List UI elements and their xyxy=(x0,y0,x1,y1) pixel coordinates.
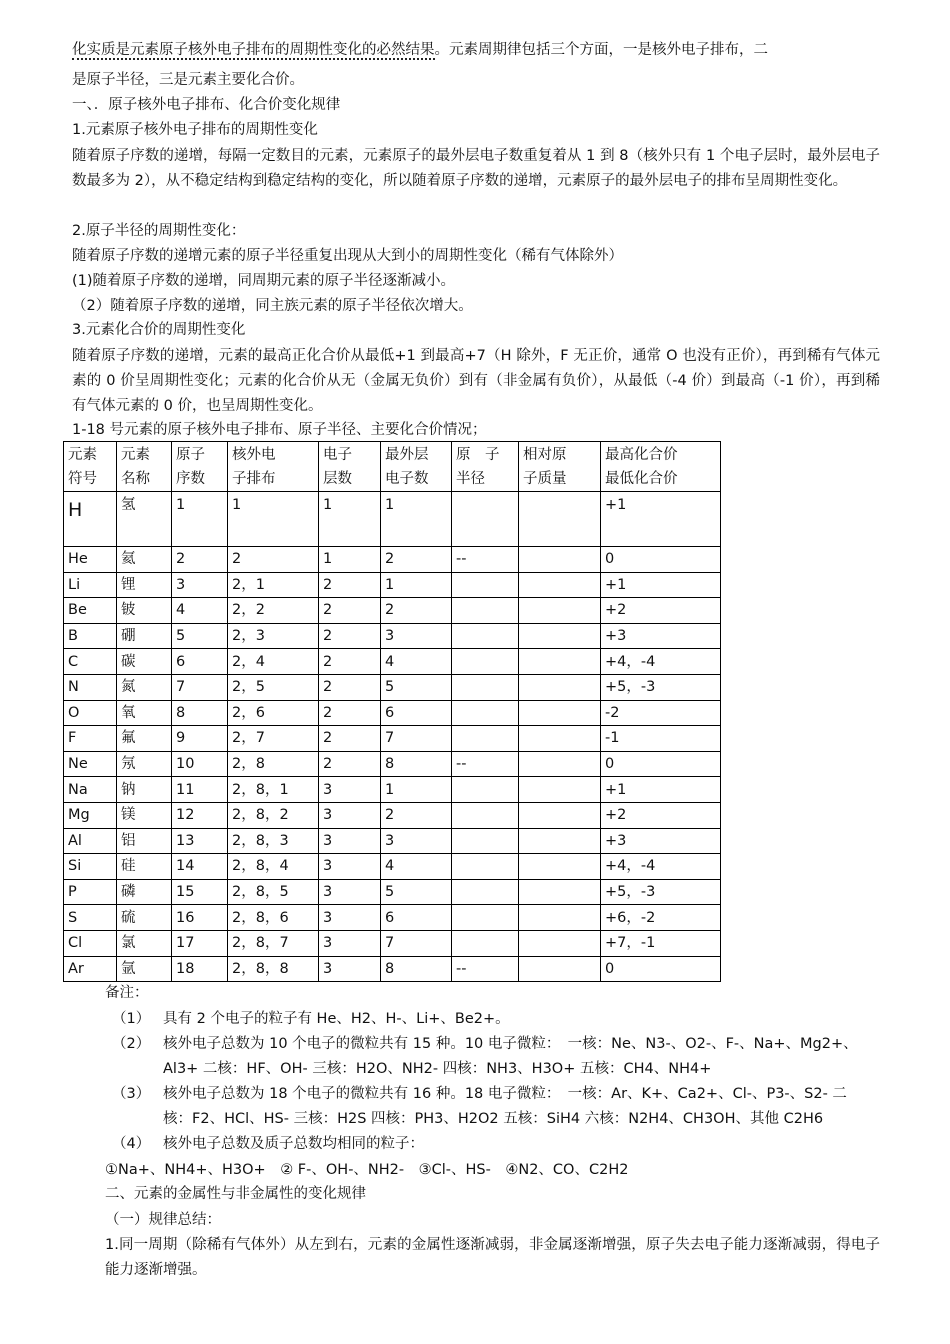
cell-valence: +1 xyxy=(601,777,721,803)
cell-valence-electrons: 8 xyxy=(381,751,452,777)
cell-atomic-radius xyxy=(452,674,519,700)
header-name: 元素 名称 xyxy=(117,442,172,492)
table-row xyxy=(64,956,721,982)
cell-electron-config: 2，3 xyxy=(228,623,319,649)
cell-atomic-number: 4 xyxy=(172,598,228,624)
subsection2-title: 2.原子半径的周期性变化： xyxy=(72,223,246,239)
cell-electron-config: 2，8，2 xyxy=(228,802,319,828)
note-3-number: （3） xyxy=(112,1086,151,1102)
cell-symbol: Mg xyxy=(64,802,117,828)
subsection3-text: 随着原子序数的递增，元素的最高正化合价从最低+1 到最高+7（H 除外，F 无正价，通常 O 也没有正价），再到稀有气体元素的 0 价呈周期性变化；元素的化合价从无（金属无负价）到有（非金属有负价），从最低（-4 价）到最高（-1 价），再到稀有气体元素的 0 价，也呈周期性变化。 xyxy=(72,348,880,414)
cell-name: 铝 xyxy=(117,828,172,854)
cell-valence-electrons: 6 xyxy=(381,905,452,931)
cell-symbol: O xyxy=(64,700,117,726)
cell-atomic-mass xyxy=(519,700,601,726)
cell-valence-electrons: 1 xyxy=(381,492,452,547)
cell-atomic-number: 12 xyxy=(172,802,228,828)
cell-atomic-radius xyxy=(452,905,519,931)
cell-valence-electrons: 7 xyxy=(381,726,452,752)
cell-electron-config: 2，8，7 xyxy=(228,930,319,956)
cell-atomic-radius xyxy=(452,802,519,828)
cell-shell-count: 3 xyxy=(319,854,381,880)
table-row xyxy=(64,598,721,624)
cell-atomic-radius xyxy=(452,828,519,854)
cell-atomic-mass xyxy=(519,726,601,752)
cell-symbol: Ne xyxy=(64,751,117,777)
cell-valence: +2 xyxy=(601,598,721,624)
cell-electron-config: 2，6 xyxy=(228,700,319,726)
cell-symbol: He xyxy=(64,547,117,573)
subsection1-text: 随着原子序数的递增，每隔一定数目的元素，元素原子的最外层电子数重复着从 1 到 8（核外只有 1 个电子层时，最外层电子数最多为 2），从不稳定结构到稳定结构的变化，所以随着原子序数的递增，元素原子的最外层电子的排布呈周期性变化。 xyxy=(72,148,880,189)
cell-electron-config: 2，8 xyxy=(228,751,319,777)
cell-valence: -1 xyxy=(601,726,721,752)
cell-name: 氖 xyxy=(117,751,172,777)
cell-atomic-radius xyxy=(452,649,519,675)
cell-atomic-radius xyxy=(452,572,519,598)
cell-valence-electrons: 2 xyxy=(381,802,452,828)
cell-shell-count: 2 xyxy=(319,700,381,726)
cell-name: 镁 xyxy=(117,802,172,828)
section2-item-1: 1.同一周期（除稀有气体外）从左到右，元素的金属性逐渐减弱，非金属逐渐增强，原子失去电子能力逐渐减弱，得电子能力逐渐增强。 xyxy=(105,1237,880,1278)
cell-symbol: P xyxy=(64,879,117,905)
cell-atomic-number: 9 xyxy=(172,726,228,752)
table-row xyxy=(64,649,721,675)
cell-valence: 0 xyxy=(601,547,721,573)
cell-atomic-mass xyxy=(519,956,601,982)
cell-electron-config: 2，5 xyxy=(228,674,319,700)
header-symbol: 元素 符号 xyxy=(64,442,117,492)
cell-name: 锂 xyxy=(117,572,172,598)
cell-shell-count: 3 xyxy=(319,930,381,956)
cell-atomic-number: 1 xyxy=(172,492,228,547)
table-row xyxy=(64,854,721,880)
cell-valence-electrons: 2 xyxy=(381,547,452,573)
table-row xyxy=(64,700,721,726)
section2-subtitle: （一）规律总结： xyxy=(105,1212,221,1228)
table-row xyxy=(64,547,721,573)
cell-name: 氦 xyxy=(117,547,172,573)
cell-atomic-radius: -- xyxy=(452,751,519,777)
header-shell-count: 电子 层数 xyxy=(319,442,381,492)
cell-name: 硅 xyxy=(117,854,172,880)
section1-title: 一、．原子核外电子排布、化合价变化规律 xyxy=(72,97,341,113)
cell-symbol: Al xyxy=(64,828,117,854)
note-2-number: （2） xyxy=(112,1036,151,1052)
cell-valence: -2 xyxy=(601,700,721,726)
cell-valence: +5，-3 xyxy=(601,879,721,905)
cell-shell-count: 2 xyxy=(319,572,381,598)
cell-name: 钠 xyxy=(117,777,172,803)
cell-valence: +1 xyxy=(601,492,721,547)
cell-symbol: Ar xyxy=(64,956,117,982)
table-row xyxy=(64,726,721,752)
cell-atomic-number: 8 xyxy=(172,700,228,726)
cell-valence: +6，-2 xyxy=(601,905,721,931)
cell-electron-config: 2，8，4 xyxy=(228,854,319,880)
cell-atomic-radius xyxy=(452,726,519,752)
cell-electron-config: 2，8，3 xyxy=(228,828,319,854)
cell-valence-electrons: 1 xyxy=(381,572,452,598)
subsection2-text: 随着原子序数的递增元素的原子半径重复出现从大到小的周期性变化（稀有气体除外） xyxy=(72,248,623,264)
cell-valence-electrons: 2 xyxy=(381,598,452,624)
cell-atomic-number: 6 xyxy=(172,649,228,675)
table-row xyxy=(64,674,721,700)
note-2-line-1: 核外电子总数为 10 个电子的微粒共有 15 种。10 电子微粒： 一核：Ne、N3-、O2-、F-、Na+、Mg2+、 xyxy=(163,1036,858,1052)
note-3-line-1: 核外电子总数为 18 个电子的微粒共有 16 种。18 电子微粒： 一核：Ar、K+、Ca2+、Cl-、P3-、S2- 二 xyxy=(163,1086,847,1102)
cell-symbol: F xyxy=(64,726,117,752)
cell-atomic-radius xyxy=(452,623,519,649)
cell-valence: +2 xyxy=(601,802,721,828)
table-row xyxy=(64,623,721,649)
cell-valence: +4，-4 xyxy=(601,854,721,880)
cell-symbol: H xyxy=(64,492,117,547)
note-4-text: 核外电子总数及质子总数均相同的粒子： xyxy=(163,1136,424,1152)
table-row xyxy=(64,492,721,547)
cell-shell-count: 2 xyxy=(319,751,381,777)
table-header-row xyxy=(64,442,721,492)
cell-atomic-number: 5 xyxy=(172,623,228,649)
cell-atomic-mass xyxy=(519,777,601,803)
cell-shell-count: 3 xyxy=(319,802,381,828)
header-atomic-mass: 相对原 子质量 xyxy=(519,442,601,492)
table-row xyxy=(64,777,721,803)
intro-emphasis: 化实质是元素原子核外电子排布的周期性变化的必然结果 xyxy=(72,42,435,58)
cell-atomic-mass xyxy=(519,547,601,573)
cell-name: 氢 xyxy=(117,492,172,547)
cell-shell-count: 3 xyxy=(319,777,381,803)
cell-atomic-radius xyxy=(452,854,519,880)
cell-shell-count: 3 xyxy=(319,905,381,931)
cell-atomic-number: 3 xyxy=(172,572,228,598)
cell-electron-config: 2，4 xyxy=(228,649,319,675)
cell-atomic-number: 7 xyxy=(172,674,228,700)
cell-atomic-mass xyxy=(519,492,601,547)
cell-symbol: S xyxy=(64,905,117,931)
cell-shell-count: 2 xyxy=(319,649,381,675)
table-body xyxy=(64,492,721,982)
cell-name: 氧 xyxy=(117,700,172,726)
subsection2-item-2: （2）随着原子序数的递增，同主族元素的原子半径依次增大。 xyxy=(72,298,473,314)
cell-atomic-number: 2 xyxy=(172,547,228,573)
section2-title: 二、元素的金属性与非金属性的变化规律 xyxy=(105,1186,366,1202)
cell-valence-electrons: 5 xyxy=(381,674,452,700)
table-row xyxy=(64,572,721,598)
cell-name: 铍 xyxy=(117,598,172,624)
cell-valence-electrons: 4 xyxy=(381,854,452,880)
notes-title: 备注： xyxy=(105,985,149,1001)
cell-atomic-mass xyxy=(519,649,601,675)
cell-electron-config: 2，2 xyxy=(228,598,319,624)
cell-valence-electrons: 3 xyxy=(381,828,452,854)
table-row xyxy=(64,751,721,777)
cell-atomic-radius: -- xyxy=(452,547,519,573)
cell-atomic-mass xyxy=(519,598,601,624)
cell-symbol: Be xyxy=(64,598,117,624)
table-row xyxy=(64,828,721,854)
cell-atomic-radius xyxy=(452,930,519,956)
cell-name: 氯 xyxy=(117,930,172,956)
table-row xyxy=(64,905,721,931)
cell-atomic-radius xyxy=(452,879,519,905)
intro-line-1-rest: 。元素周期律包括三个方面，一是核外电子排布，二 xyxy=(434,42,768,58)
cell-electron-config: 2 xyxy=(228,547,319,573)
subsection1-title: 1.元素原子核外电子排布的周期性变化 xyxy=(72,122,318,138)
cell-valence-electrons: 8 xyxy=(381,956,452,982)
cell-atomic-radius xyxy=(452,492,519,547)
cell-atomic-mass xyxy=(519,905,601,931)
cell-valence-electrons: 3 xyxy=(381,623,452,649)
cell-shell-count: 2 xyxy=(319,674,381,700)
cell-symbol: Cl xyxy=(64,930,117,956)
table-row xyxy=(64,930,721,956)
note-4-number: （4） xyxy=(112,1136,151,1152)
subsection2-item-1: (1)随着原子序数的递增，同周期元素的原子半径逐渐减小。 xyxy=(72,273,456,289)
header-electron-config: 核外电 子排布 xyxy=(228,442,319,492)
cell-electron-config: 2，1 xyxy=(228,572,319,598)
header-valence: 最高化合价 最低化合价 xyxy=(601,442,721,492)
cell-valence: +5，-3 xyxy=(601,674,721,700)
cell-electron-config: 2，8，1 xyxy=(228,777,319,803)
cell-valence: +7，-1 xyxy=(601,930,721,956)
cell-valence-electrons: 7 xyxy=(381,930,452,956)
note-2-line-2: Al3+ 二核：HF、OH- 三核：H2O、NH2- 四核：NH3、H3O+ 五核：CH4、NH4+ xyxy=(163,1061,712,1077)
cell-name: 氩 xyxy=(117,956,172,982)
cell-atomic-radius xyxy=(452,598,519,624)
note-1-text: 具有 2 个电子的粒子有 He、H2、H-、Li+、Be2+。 xyxy=(163,1011,510,1027)
cell-shell-count: 1 xyxy=(319,547,381,573)
cell-valence-electrons: 1 xyxy=(381,777,452,803)
cell-valence: 0 xyxy=(601,751,721,777)
cell-name: 氮 xyxy=(117,674,172,700)
cell-symbol: Si xyxy=(64,854,117,880)
cell-atomic-mass xyxy=(519,751,601,777)
subsection3-title: 3.元素化合价的周期性变化 xyxy=(72,322,246,338)
table-row xyxy=(64,879,721,905)
cell-atomic-mass xyxy=(519,674,601,700)
cell-symbol: Na xyxy=(64,777,117,803)
cell-atomic-number: 13 xyxy=(172,828,228,854)
cell-electron-config: 2，8，6 xyxy=(228,905,319,931)
cell-atomic-number: 18 xyxy=(172,956,228,982)
cell-symbol: N xyxy=(64,674,117,700)
note-3-line-2: 核：F2、HCl、HS- 三核：H2S 四核：PH3、H2O2 五核：SiH4 六核：N2H4、CH3OH、其他 C2H6 xyxy=(163,1111,824,1127)
cell-electron-config: 2，8，5 xyxy=(228,879,319,905)
cell-shell-count: 3 xyxy=(319,879,381,905)
cell-name: 碳 xyxy=(117,649,172,675)
cell-electron-config: 1 xyxy=(228,492,319,547)
cell-atomic-number: 11 xyxy=(172,777,228,803)
table-row xyxy=(64,802,721,828)
cell-atomic-mass xyxy=(519,828,601,854)
cell-shell-count: 3 xyxy=(319,828,381,854)
cell-shell-count: 2 xyxy=(319,598,381,624)
cell-atomic-number: 10 xyxy=(172,751,228,777)
cell-symbol: Li xyxy=(64,572,117,598)
cell-shell-count: 3 xyxy=(319,956,381,982)
cell-valence-electrons: 5 xyxy=(381,879,452,905)
header-atomic-number: 原子 序数 xyxy=(172,442,228,492)
table-caption: 1-18 号元素的原子核外电子排布、原子半径、主要化合价情况； xyxy=(72,422,487,438)
note-1-number: （1） xyxy=(112,1011,151,1027)
cell-atomic-radius xyxy=(452,777,519,803)
cell-name: 氟 xyxy=(117,726,172,752)
cell-atomic-mass xyxy=(519,802,601,828)
cell-valence-electrons: 4 xyxy=(381,649,452,675)
cell-name: 硫 xyxy=(117,905,172,931)
cell-shell-count: 2 xyxy=(319,726,381,752)
cell-atomic-radius xyxy=(452,700,519,726)
cell-atomic-mass xyxy=(519,572,601,598)
cell-shell-count: 2 xyxy=(319,623,381,649)
cell-symbol: B xyxy=(64,623,117,649)
cell-atomic-mass xyxy=(519,623,601,649)
cell-valence: +1 xyxy=(601,572,721,598)
cell-atomic-number: 15 xyxy=(172,879,228,905)
cell-electron-config: 2，8，8 xyxy=(228,956,319,982)
cell-valence: +3 xyxy=(601,828,721,854)
header-valence-electrons: 最外层 电子数 xyxy=(381,442,452,492)
cell-atomic-mass xyxy=(519,930,601,956)
cell-atomic-radius: -- xyxy=(452,956,519,982)
intro-line-2: 是原子半径，三是元素主要化合价。 xyxy=(72,72,304,88)
cell-valence: +4，-4 xyxy=(601,649,721,675)
cell-atomic-number: 16 xyxy=(172,905,228,931)
cell-symbol: C xyxy=(64,649,117,675)
cell-atomic-number: 14 xyxy=(172,854,228,880)
cell-valence-electrons: 6 xyxy=(381,700,452,726)
cell-electron-config: 2，7 xyxy=(228,726,319,752)
cell-name: 硼 xyxy=(117,623,172,649)
cell-atomic-mass xyxy=(519,854,601,880)
cell-atomic-number: 17 xyxy=(172,930,228,956)
cell-name: 磷 xyxy=(117,879,172,905)
element-table xyxy=(63,441,721,982)
cell-shell-count: 1 xyxy=(319,492,381,547)
header-atomic-radius: 原 子 半径 xyxy=(452,442,519,492)
cell-atomic-mass xyxy=(519,879,601,905)
note-4-groups: ①Na+、NH4+、H3O+ ② F-、OH-、NH2- ③Cl-、HS- ④N2、CO、C2H2 xyxy=(105,1162,629,1178)
cell-valence: +3 xyxy=(601,623,721,649)
cell-valence: 0 xyxy=(601,956,721,982)
intro-line-1 xyxy=(72,38,880,63)
